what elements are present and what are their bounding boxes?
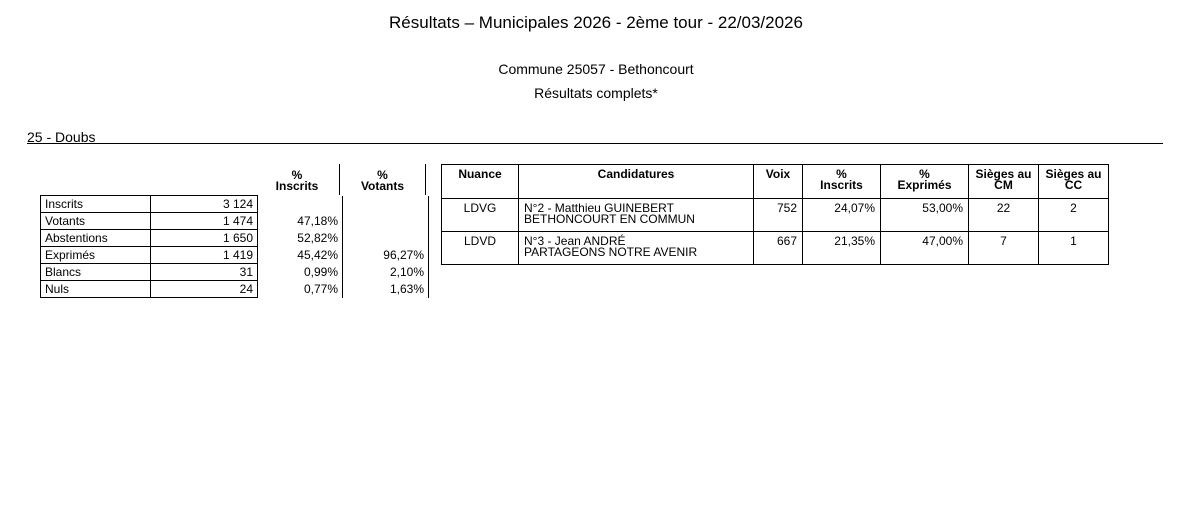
stats-row xyxy=(41,264,429,281)
page-title: Résultats – Municipales 2026 - 2ème tour - 22/03/2026 xyxy=(389,13,803,32)
header-candidatures: Candidatures xyxy=(519,165,754,199)
department-label: 25 - Doubs xyxy=(27,129,96,145)
candidate-nuance-line: LDVG xyxy=(463,201,497,215)
stats-row xyxy=(41,230,429,247)
candidate-row xyxy=(442,199,1109,232)
candidate-name xyxy=(519,232,754,265)
stats-value: 3 124 xyxy=(151,196,258,213)
column-divider xyxy=(425,164,426,195)
header-sieges-cm: Sièges au CM xyxy=(969,165,1039,199)
results-subtitle: Résultats complets* xyxy=(534,85,658,101)
header-pct-votants xyxy=(340,170,425,192)
stats-value: 1 419 xyxy=(151,247,258,264)
candidate-sieges-cc-line: 2 xyxy=(1070,201,1077,215)
candidate-row xyxy=(442,232,1109,265)
stats-value: 31 xyxy=(151,264,258,281)
stats-pct-votants: 1,63% xyxy=(343,281,429,298)
stats-row xyxy=(41,281,429,298)
stats-pct-inscrits: 0,99% xyxy=(303,265,338,279)
candidate-sieges-cc xyxy=(1039,232,1109,265)
candidate-name-line: N°3 - Jean ANDRÉ xyxy=(524,234,626,248)
stats-row xyxy=(41,247,429,264)
candidates-table xyxy=(441,164,1109,265)
stats-label: Votants xyxy=(41,213,151,230)
candidate-nuance xyxy=(442,199,519,232)
candidate-voix-line: 752 xyxy=(776,201,797,215)
header-pct-exprimes: % Exprimés xyxy=(881,165,969,199)
stats-pct-votants xyxy=(343,196,429,213)
candidate-sieges-cc-line: 1 xyxy=(1070,234,1077,248)
stats-label: Nuls xyxy=(41,281,151,298)
candidate-sieges-cm xyxy=(969,232,1039,265)
column-divider xyxy=(339,164,340,195)
candidate-name-line: PARTAGEONS NOTRE AVENIR xyxy=(524,245,698,259)
stats-label: Inscrits xyxy=(41,196,151,213)
stats-pct-inscrits: 45,42% xyxy=(297,248,338,262)
stats-pct-inscrits: 52,82% xyxy=(297,231,338,245)
stats-pct-inscrits: 0,77% xyxy=(303,282,338,296)
candidate-name xyxy=(519,199,754,232)
candidate-sieges-cm-line: 7 xyxy=(1000,234,1007,248)
stats-pct-inscrits: 47,18% xyxy=(297,214,338,228)
candidate-nuance xyxy=(442,232,519,265)
stats-pct-inscrits xyxy=(258,196,343,213)
stats-value: 1 474 xyxy=(151,213,258,230)
header-voix: Voix xyxy=(754,165,803,199)
header-pct-symbol: % xyxy=(377,168,388,182)
candidate-pct-inscrits xyxy=(803,199,881,232)
candidate-pct-exprimes-line: 47,00% xyxy=(922,234,963,248)
candidate-pct-exprimes xyxy=(881,199,969,232)
candidate-name-line: BETHONCOURT EN COMMUN xyxy=(524,212,695,226)
participation-table xyxy=(40,195,429,298)
candidate-sieges-cc xyxy=(1039,199,1109,232)
stats-value: 24 xyxy=(151,281,258,298)
stats-row xyxy=(41,196,429,213)
candidate-pct-inscrits-line: 24,07% xyxy=(834,201,875,215)
commune-heading: Commune 25057 - Bethoncourt xyxy=(498,61,694,77)
stats-pct-votants xyxy=(343,230,429,247)
candidate-voix-line: 667 xyxy=(776,234,797,248)
header-votants-label: Votants xyxy=(360,179,405,193)
candidate-name-line: N°2 - Matthieu GUINEBERT xyxy=(524,201,674,215)
candidate-pct-inscrits xyxy=(803,232,881,265)
candidates-header-row xyxy=(442,165,1109,199)
header-pct-inscrits: % Inscrits xyxy=(803,165,881,199)
candidate-sieges-cm-line: 22 xyxy=(996,201,1011,215)
header-pct-inscrits xyxy=(255,170,339,192)
header-pct-symbol: % xyxy=(291,168,303,182)
stats-pct-votants: 96,27% xyxy=(343,247,429,264)
stats-row xyxy=(41,213,429,230)
stats-label: Blancs xyxy=(41,264,151,281)
header-sieges-cc: Sièges au CC xyxy=(1039,165,1109,199)
stats-pct-votants xyxy=(343,213,429,230)
section-divider xyxy=(27,143,1163,144)
candidate-nuance-line: LDVD xyxy=(463,234,496,248)
stats-label: Exprimés xyxy=(41,247,151,264)
candidate-sieges-cm xyxy=(969,199,1039,232)
candidate-voix xyxy=(754,232,803,265)
header-nuance: Nuance xyxy=(442,165,519,199)
candidate-pct-exprimes xyxy=(881,232,969,265)
candidate-voix xyxy=(754,199,803,232)
candidate-pct-exprimes-line: 53,00% xyxy=(922,201,963,215)
header-inscrits-label: Inscrits xyxy=(275,179,319,193)
stats-pct-votants: 2,10% xyxy=(343,264,429,281)
candidate-pct-inscrits-line: 21,35% xyxy=(834,234,875,248)
stats-value: 1 650 xyxy=(151,230,258,247)
stats-label: Abstentions xyxy=(41,230,151,247)
